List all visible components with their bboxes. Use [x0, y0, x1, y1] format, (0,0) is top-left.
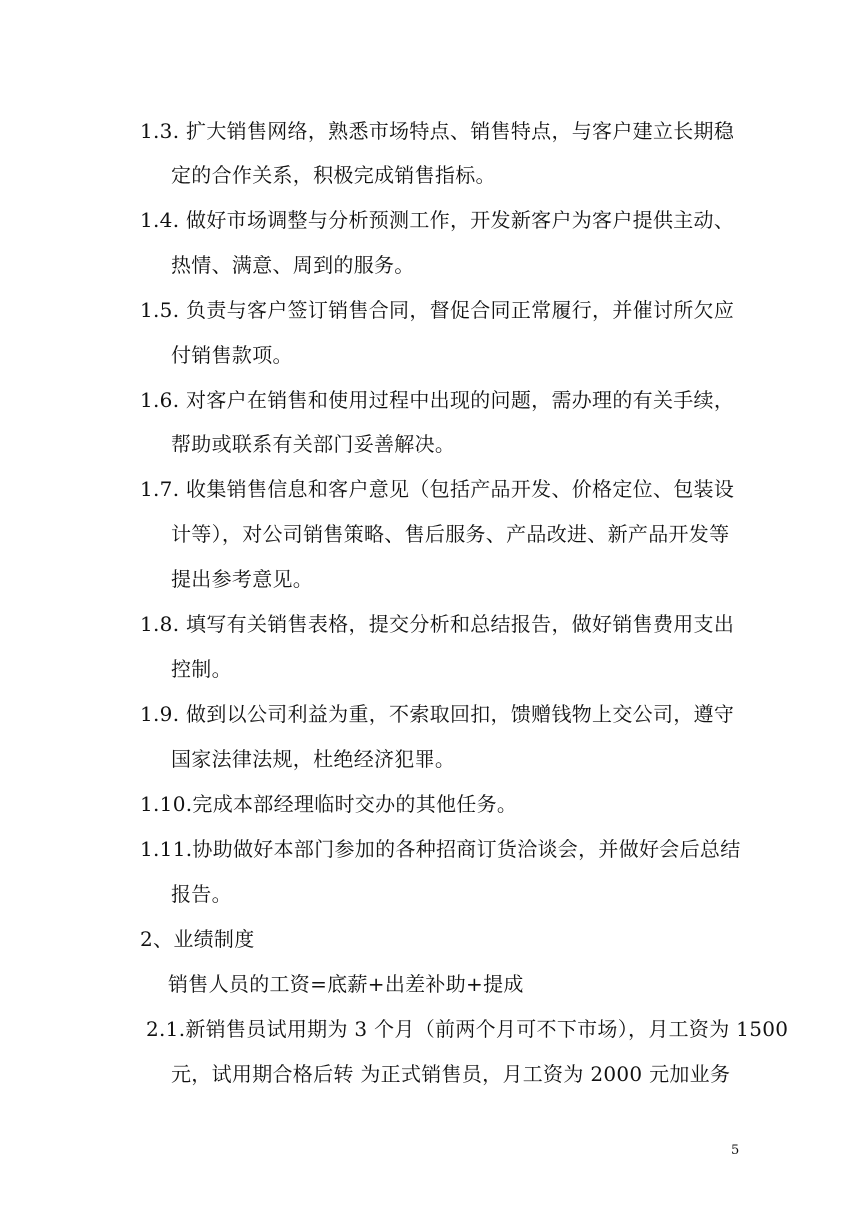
item-1-4-line-2: 热情、满意、周到的服务。 [171, 253, 415, 277]
salary-formula: 销售人员的工资=底薪+出差补助+提成 [168, 972, 524, 996]
item-1-10-line-1: 1.10.完成本部经理临时交办的其他任务。 [140, 792, 518, 816]
item-1-8-line-1: 1.8. 填写有关销售表格，提交分析和总结报告，做好销售费用支出 [140, 612, 735, 636]
item-1-6-line-2: 帮助或联系有关部门妥善解决。 [171, 432, 456, 456]
item-1-11-line-1: 1.11.协助做好本部门参加的各种招商订货洽谈会，并做好会后总结 [140, 837, 741, 861]
item-1-6-line-1: 1.6. 对客户在销售和使用过程中出现的问题，需办理的有关手续， [140, 388, 735, 412]
page-number: 5 [731, 1143, 740, 1158]
item-1-5-line-1: 1.5. 负责与客户签订销售合同，督促合同正常履行，并催讨所欠应 [140, 298, 735, 322]
item-1-11-line-2: 报告。 [171, 882, 232, 906]
item-1-7-line-2: 计等），对公司销售策略、售后服务、产品改进、新产品开发等 [171, 522, 730, 546]
item-1-4-line-1: 1.4. 做好市场调整与分析预测工作，开发新客户为客户提供主动、 [140, 208, 735, 232]
item-1-8-line-2: 控制。 [171, 657, 232, 681]
section-2-heading: 2、业绩制度 [140, 927, 255, 951]
item-1-7-line-1: 1.7. 收集销售信息和客户意见（包括产品开发、价格定位、包装设 [140, 477, 735, 501]
item-2-1-line-2: 元，试用期合格后转 为正式销售员，月工资为 2000 元加业务 [171, 1062, 731, 1086]
item-1-3-line-1: 1.3. 扩大销售网络，熟悉市场特点、销售特点，与客户建立长期稳 [140, 119, 735, 143]
item-1-5-line-2: 付销售款项。 [171, 343, 293, 367]
item-1-9-line-1: 1.9. 做到以公司利益为重，不索取回扣，馈赠钱物上交公司，遵守 [140, 702, 735, 726]
item-1-9-line-2: 国家法律法规，杜绝经济犯罪。 [171, 747, 456, 771]
item-1-7-line-3: 提出参考意见。 [171, 567, 314, 591]
item-1-3-line-2: 定的合作关系，积极完成销售指标。 [171, 163, 496, 187]
item-2-1-line-1: 2.1.新销售员试用期为 3 个月（前两个月可不下市场），月工资为 1500 [146, 1017, 789, 1041]
